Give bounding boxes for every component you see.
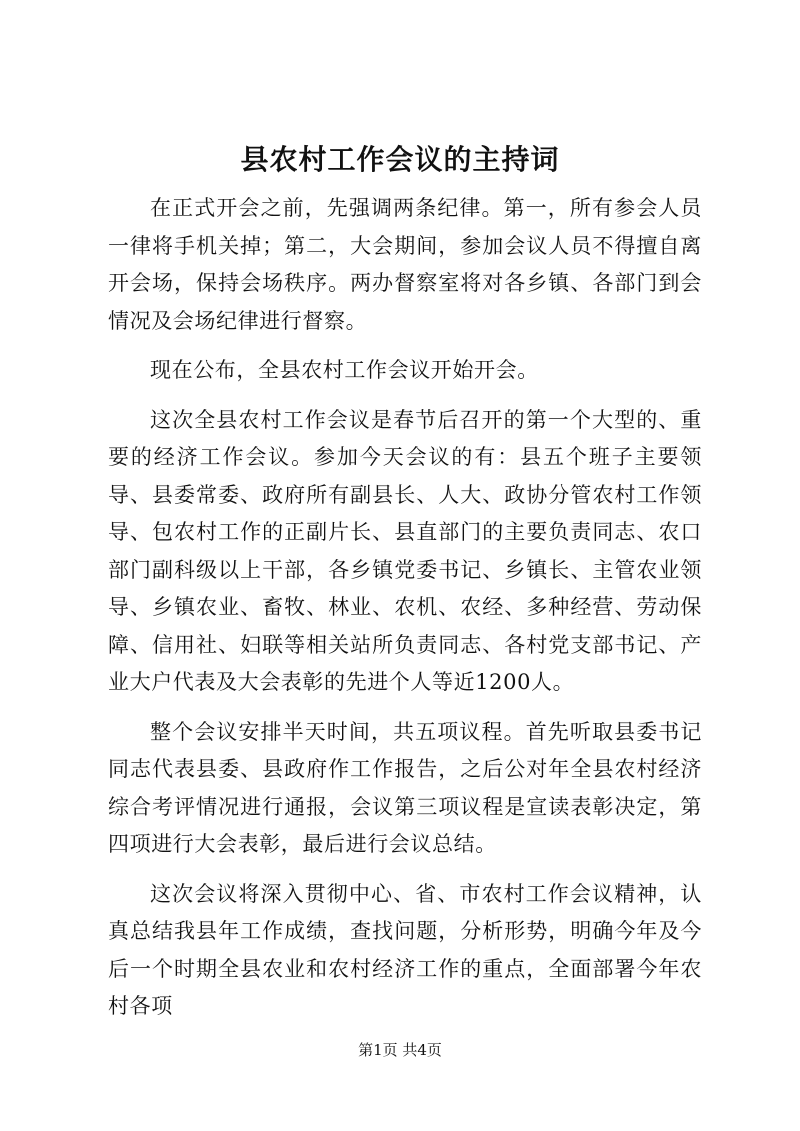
paragraph-2: 现在公布，全县农村工作会议开始开会。	[150, 358, 539, 382]
paragraph-4: 整个会议安排半天时间，共五项议程。首先听取县委书记同志代表县委、县政府作工作报告，之后公对年全县农村经济综合考评情况进行通报，会议第三项议程是宣读表彰决定，第四项进行大会表彰，最后进行会议总结。	[108, 719, 702, 856]
paragraph-5: 这次会议将深入贯彻中心、省、市农村工作会议精神，认真总结我县年工作成绩，查找问题，分析形势，明确今年及今后一个时期全县农业和农村经济工作的重点，全面部署今年农村各项	[108, 881, 702, 1018]
paragraph-3: 这次全县农村工作会议是春节后召开的第一个大型的、重要的经济工作会议。参加今天会议的有：县五个班子主要领导、县委常委、政府所有副县长、人大、政协分管农村工作领导、包农村工作的正副片长、县直部门的主要负责同志、农口部门副科级以上干部，各乡镇党委书记、乡镇长、主管农业领导、乡镇农业、畜牧、林业、农机、农经、多种经营、劳动保障、信用社、妇联等相关站所负责同志、各村党支部书记、产业大户代表及大会表彰的先进个人等近1200人。	[108, 407, 702, 694]
document-body	[108, 190, 702, 1038]
document-title: 县农村工作会议的主持词	[240, 143, 560, 176]
page-footer: 第1页 共4页	[358, 1041, 442, 1059]
paragraph-1: 在正式开会之前，先强调两条纪律。第一，所有参会人员一律将手机关掉；第二，大会期间，参加会议人员不得擅自离开会场，保持会场秩序。两办督察室将对各乡镇、各部门到会情况及会场纪律进行督察。	[108, 196, 702, 333]
